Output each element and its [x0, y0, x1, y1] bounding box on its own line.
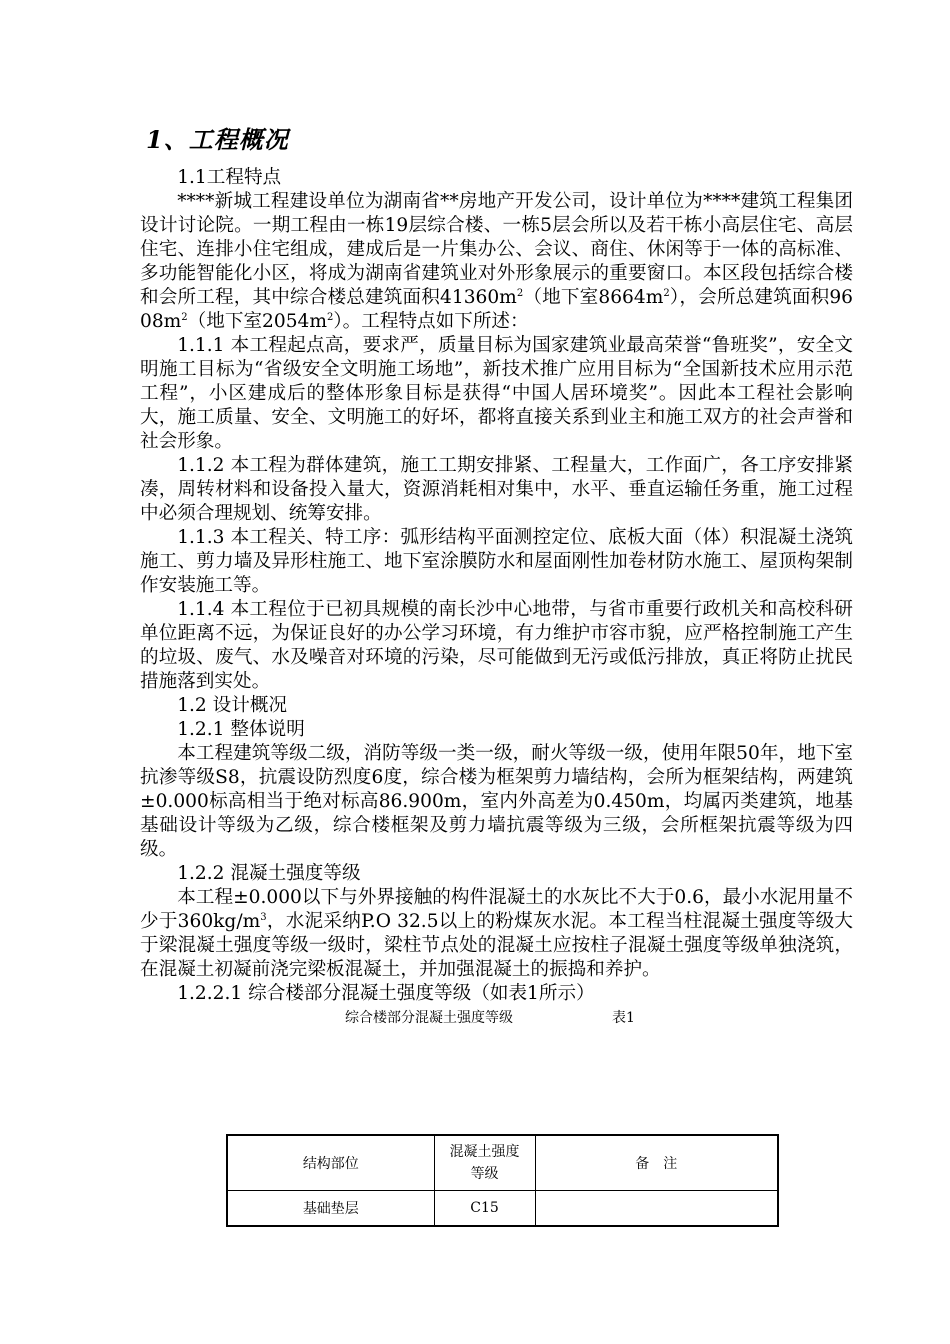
- paragraph-p-1-2-2-1: 1.2.2.1 综合楼部分混凝土强度等级（如表1所示）: [177, 983, 595, 1004]
- section-heading: 1、工程概况: [146, 125, 289, 154]
- paragraph-p-1-2-2: 1.2.2 混凝土强度等级: [177, 863, 361, 884]
- paragraph-p-intro: [140, 190, 853, 334]
- text-run: ）。工程特点如下所述：: [333, 311, 529, 332]
- paragraph-list: [140, 166, 853, 1006]
- header-remarks: 备 注: [535, 1135, 778, 1191]
- superscript: 2: [327, 312, 334, 323]
- document-body: [140, 124, 853, 1032]
- text-run: （地下室8664m: [523, 287, 664, 308]
- text-run: ），会所总建筑面积9608m: [140, 287, 853, 332]
- paragraph-p-1-1-1: 1.1.1 本工程起点高，要求严，质量目标为国家建筑业最高荣誉“鲁班奖”，安全文明施工目标为“省级安全文明施工场地”，新技术推广应用目标为“全国新技术应用示范工程”，小区建成后的整体形象目标是获得“中国人居环境奖”。因此本工程社会影响大，施工质量、安全、文明施工的好坏，都将直接关系到业主和施工双方的社会声誉和社会形象。: [140, 335, 853, 452]
- table-caption-number: 表1: [612, 1010, 635, 1026]
- paragraph-p-1-2-1: 1.2.1 整体说明: [177, 719, 305, 740]
- text-run: （地下室2054m: [187, 311, 327, 332]
- superscript: 3: [260, 912, 267, 923]
- header-structure-part: 结构部位: [227, 1135, 434, 1191]
- paragraph-p-1-2: 1.2 设计概况: [177, 695, 288, 716]
- paragraph-p-overall: 本工程建筑等级二级，消防等级一类一级，耐火等级一级，使用年限50年，地下室抗渗等级S8，抗震设防烈度6度，综合楼为框架剪力墙结构，会所为框架结构，两建筑±0.000标高相当于绝对标高86.900m，室内外高差为0.450m，均属丙类建筑，地基基础设计等级为乙级，综合楼框架及剪力墙抗震等级为三级，会所框架抗震等级为四级。: [140, 743, 853, 860]
- concrete-strength-table: [226, 1134, 779, 1227]
- table-caption: [140, 1008, 853, 1028]
- text-run: ****新城工程建设单位为湖南省**房地产开发公司，设计单位为****建筑工程集团设计讨论院。一期工程由一栋19层综合楼、一栋5层会所以及若干栋小高层住宅、高层住宅、连排小住宅组成，建成后是一片集办公、会议、商住、休闲等于一体的高标准、多功能智能化小区，将成为湖南省建筑业对外形象展示的重要窗口。本区段包括综合楼和会所工程，其中综合楼总建筑面积41360m: [140, 191, 853, 308]
- table-row: [227, 1191, 778, 1227]
- paragraph-p-1-1-3: 1.1.3 本工程关、特工序：弧形结构平面测控定位、底板大面（体）积混凝土浇筑施工、剪力墙及异形柱施工、地下室涂膜防水和屋面刚性加卷材防水施工、屋顶构架制作安装施工等。: [140, 527, 853, 596]
- paragraph-p-1-1-2: 1.1.2 本工程为群体建筑，施工工期安排紧、工程量大，工作面广，各工序安排紧凑，周转材料和设备投入量大，资源消耗相对集中，水平、垂直运输任务重，施工过程中必须合理规划、统筹安排。: [140, 455, 853, 524]
- paragraph-p-concrete: [140, 886, 853, 982]
- text-run: ，水泥采纳P.O 32.5以上的粉煤灰水泥。本工程当柱混凝土强度等级大于梁混凝土强度等级一级时，梁柱节点处的混凝土应按柱子混凝土强度等级单独浇筑，在混凝土初凝前浇完梁板混凝土，并加强混凝土的振捣和养护。: [140, 911, 853, 980]
- table-caption-title: 综合楼部分混凝土强度等级: [345, 1010, 513, 1026]
- cell-concrete-grade: C15: [434, 1191, 535, 1227]
- superscript: 2: [516, 288, 524, 299]
- superscript: 2: [181, 312, 188, 323]
- superscript: 2: [663, 288, 670, 299]
- header-concrete-grade: [434, 1135, 535, 1191]
- cell-structure-part: 基础垫层: [227, 1191, 434, 1227]
- paragraph-p-1-1: 1.1工程特点: [177, 167, 282, 188]
- text-run: 本工程±0.000以下与外界接触的构件混凝土的水灰比不大于0.6，最小水泥用量不少于360kg/m: [140, 887, 853, 932]
- paragraph-p-1-1-4: 1.1.4 本工程位于已初具规模的南长沙中心地带，与省市重要行政机关和高校科研单位距离不远，为保证良好的办公学习环境，有力维护市容市貌，应严格控制施工产生的垃圾、废气、水及噪音对环境的污染，尽可能做到无污或低污排放，真正将防止扰民措施落到实处。: [140, 599, 853, 692]
- table-header-row: [227, 1135, 778, 1191]
- cell-remarks: [535, 1191, 778, 1227]
- header-concrete-grade-label: 混凝土强度等级: [449, 1144, 520, 1182]
